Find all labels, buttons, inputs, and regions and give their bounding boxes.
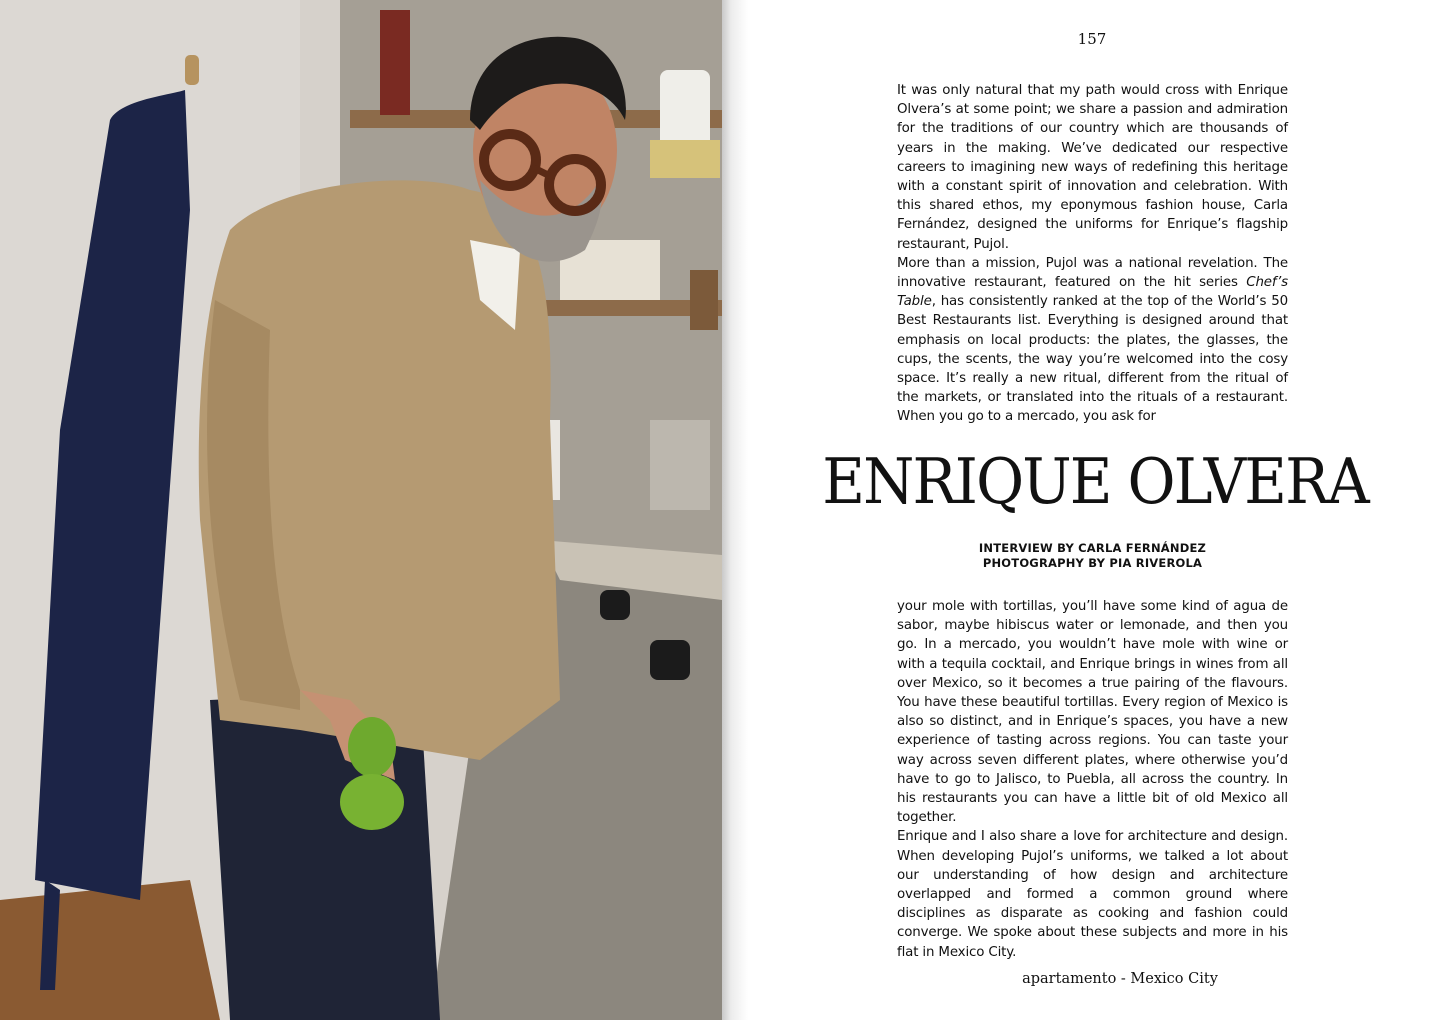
page-footer: apartamento - Mexico City <box>1022 971 1218 987</box>
body-paragraph: It was only natural that my path would cross with Enrique Olvera’s at some point; we share a passion and admiration for the traditions of our country which are thousands of years in the making. We’ve dedicated our respective careers to imagining new ways of redefining this heritage with a constant spirit of innovation and celebration. With this shared ethos, my eponymous fashion house, Carla Fernández, designed the uniforms for Enrique’s flagship restaurant, Pujol. <box>897 83 1288 252</box>
interview-credit: INTERVIEW BY CARLA FERNÁNDEZ <box>978 541 1207 555</box>
portrait-illustration <box>0 0 722 1020</box>
page-number: 157 <box>1077 30 1107 48</box>
series-title: Chef’s Table <box>897 275 1288 310</box>
body-text: , has consistently ranked at the top of the World’s 50 Best Restaurants list. Everything is designed around that emphasis on local products: the plates, the glasses, the cups, the scents, the way you’re welcomed into the cosy space. It’s really a new ritual, different from the ritual of the markets, or translated into the rituals of a restaurant. When you go to a mercado, you ask for <box>897 294 1288 425</box>
body-paragraph <box>897 254 1288 427</box>
body-paragraph: Enrique and I also share a love for architecture and design. When developing Pujol’s uniforms, we talked a lot about our understanding of how design and architecture overlapped and formed a common ground where disciplines as disparate as cooking and fashion could converge. We spoke about these subjects and more in his flat in Mexico City. <box>897 829 1288 960</box>
article-credits <box>940 541 1245 571</box>
article-body-top <box>897 81 1288 427</box>
portrait-photo <box>0 0 722 1020</box>
article-body-bottom <box>897 597 1288 962</box>
body-paragraph: your mole with tortillas, you’ll have some kind of agua de sabor, maybe hibiscus water or lemonade, and then you go. In a mercado, you wouldn’t have mole with wine or with a tequila cocktail, and Enrique brings in wines from all over Mexico, so it becomes a true pairing of the flavours. You have these beautiful tortillas. Every region of Mexico is also so distinct, and in Enrique’s spaces, you have a new experience of tasting across regions. You can taste your way across seven different plates, where otherwise you’d have to go to Jalisco, to Puebla, all across the country. In his restaurants you can have a little bit of old Mexico all together. <box>897 599 1288 826</box>
article-headline: ENRIQUE OLVERA <box>822 445 1368 518</box>
book-spine-shadow <box>722 0 748 1020</box>
photography-credit: PHOTOGRAPHY BY PIA RIVEROLA <box>982 556 1203 570</box>
body-text: More than a mission, Pujol was a national revelation. The innovative restaurant, featured on the hit series <box>897 255 1288 291</box>
